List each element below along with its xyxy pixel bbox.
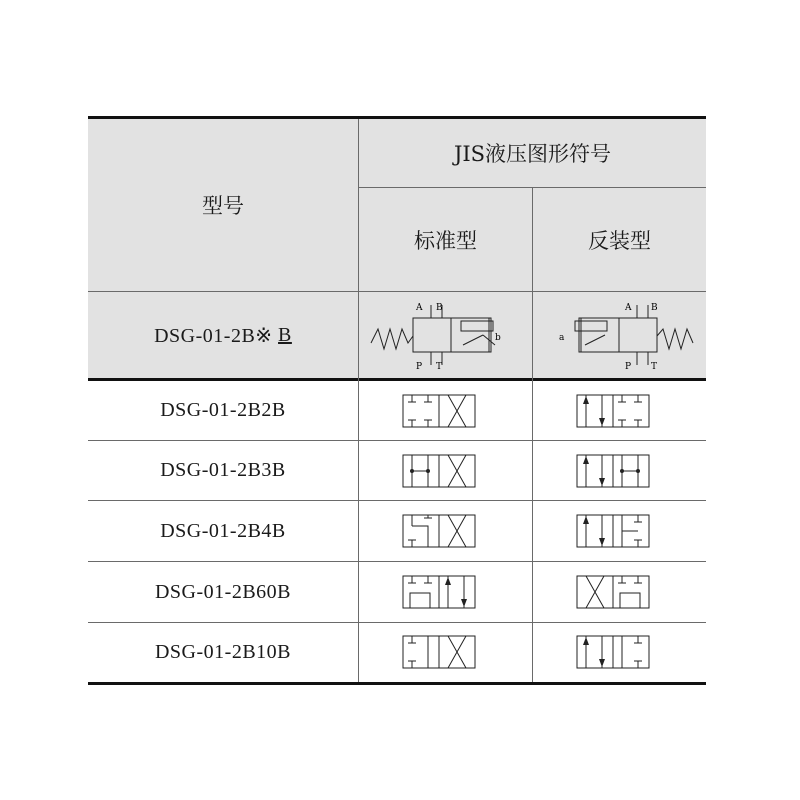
port-a-label: A <box>416 303 423 313</box>
standard-valve-symbol <box>402 635 476 669</box>
port-p-label: P <box>625 362 632 372</box>
reverse-valve-symbol <box>576 514 650 548</box>
standard-valve-symbol <box>402 454 476 488</box>
port-b-label: B <box>436 303 443 313</box>
model-code: DSG-01-2B10B <box>154 641 291 663</box>
port-t-label: T <box>651 362 658 372</box>
reverse-valve-symbol <box>576 635 650 669</box>
port-p-label: P <box>416 362 423 372</box>
model-code: DSG-01-2B60B <box>154 580 291 603</box>
port-t-label: T <box>436 362 443 372</box>
header-model: 型号 <box>202 194 244 218</box>
standard-valve-symbol <box>402 514 476 548</box>
model-code: DSG-01-2B3B <box>160 459 286 481</box>
template-model-suffix: B <box>278 323 292 346</box>
standard-template-valve-symbol <box>371 293 521 373</box>
bottom-rule <box>88 682 706 685</box>
template-model-prefix: DSG-01-2B※ <box>154 324 273 347</box>
template-model-code <box>88 292 358 378</box>
port-b-label: B <box>651 303 658 313</box>
model-code: DSG-01-2B4B <box>160 519 286 542</box>
reverse-valve-symbol <box>576 454 650 488</box>
port-a-label: A <box>625 303 632 313</box>
solenoid-label: b <box>495 333 501 343</box>
valve-model-table <box>88 116 706 686</box>
reverse-valve-symbol <box>576 575 650 609</box>
header-jis-symbol: JIS液压图形符号 <box>453 142 612 166</box>
model-code: DSG-01-2B2B <box>160 399 286 421</box>
standard-valve-symbol <box>402 575 476 609</box>
reverse-valve-symbol <box>576 394 650 428</box>
standard-valve-symbol <box>402 394 476 428</box>
header-standard-type: 标准型 <box>414 228 477 253</box>
reverse-template-valve-symbol <box>545 293 695 373</box>
header-reverse-type: 反装型 <box>588 228 651 253</box>
solenoid-label: a <box>559 333 565 343</box>
